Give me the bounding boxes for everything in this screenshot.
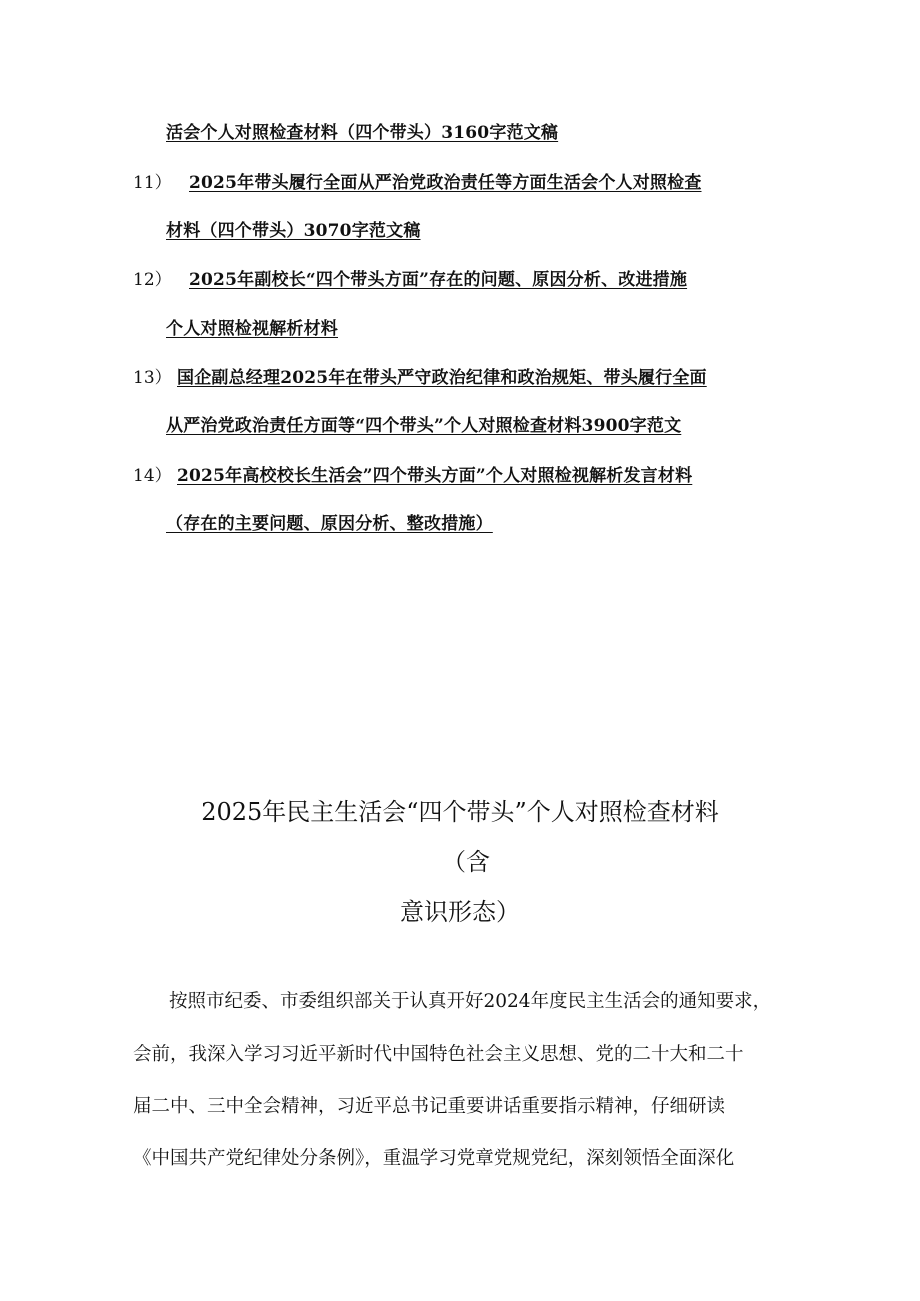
toc-item-10-link-line2[interactable]: 活会个人对照检查材料（四个带头）3160字范文稿 [166,123,559,143]
toc-item-13-number: 13） [133,368,172,388]
toc-item-12-link-line2[interactable]: 个人对照检视解析材料 [166,319,338,339]
toc-item-14-link-line2[interactable]: （存在的主要问题、原因分析、整改措施） [166,514,493,534]
document-title-line3: 意识形态） [400,898,520,926]
toc-item-11-number: 11） [133,173,172,193]
paragraph-line-1: 按照市纪委、市委组织部关于认真开好2024年度民主生活会的通知要求， [169,991,772,1012]
toc-item-12[interactable] [189,268,687,292]
toc-item-13-link-line2[interactable]: 从严治党政治责任方面等“四个带头”个人对照检查材料3900字范文 [166,416,682,436]
paragraph-line-4: 《中国共产党纪律处分条例》，重温学习党章党规党纪，深刻领悟全面深化 [133,1148,735,1169]
paragraph-line-2: 会前，我深入学习习近平新时代中国特色社会主义思想、党的二十大和二十 [133,1044,744,1065]
toc-item-11-cont[interactable] [166,219,421,243]
toc-item-11[interactable] [189,171,702,195]
toc-item-10-continuation[interactable] [166,121,558,145]
toc-item-13-link-line1[interactable]: 国企副总经理2025年在带头严守政治纪律和政治规矩、带头履行全面 [177,368,707,388]
toc-item-14-number: 14） [133,466,172,486]
paragraph-line-3: 届二中、三中全会精神，习近平总书记重要讲话重要指示精神，仔细研读 [133,1096,726,1117]
toc-item-14[interactable] [177,464,692,488]
document-title-line2: （含 [442,848,490,876]
toc-item-11-link-line1[interactable]: 2025年带头履行全面从严治党政治责任等方面生活会个人对照检查 [189,173,702,193]
toc-item-13-cont[interactable] [166,414,681,438]
toc-item-12-link-line1[interactable]: 2025年副校长“四个带头方面”存在的问题、原因分析、改进措施 [189,270,688,290]
toc-item-13[interactable] [177,366,707,390]
toc-item-12-number: 12） [133,270,172,290]
toc-item-12-cont[interactable] [166,317,338,341]
toc-item-11-link-line2[interactable]: 材料（四个带头）3070字范文稿 [166,221,421,241]
toc-item-14-link-line1[interactable]: 2025年高校校长生活会”四个带头方面”个人对照检视解析发言材料 [177,466,693,486]
toc-item-14-cont[interactable] [166,512,493,536]
document-title-line1: 2025年民主生活会“四个带头”个人对照检查材料 [201,798,719,826]
